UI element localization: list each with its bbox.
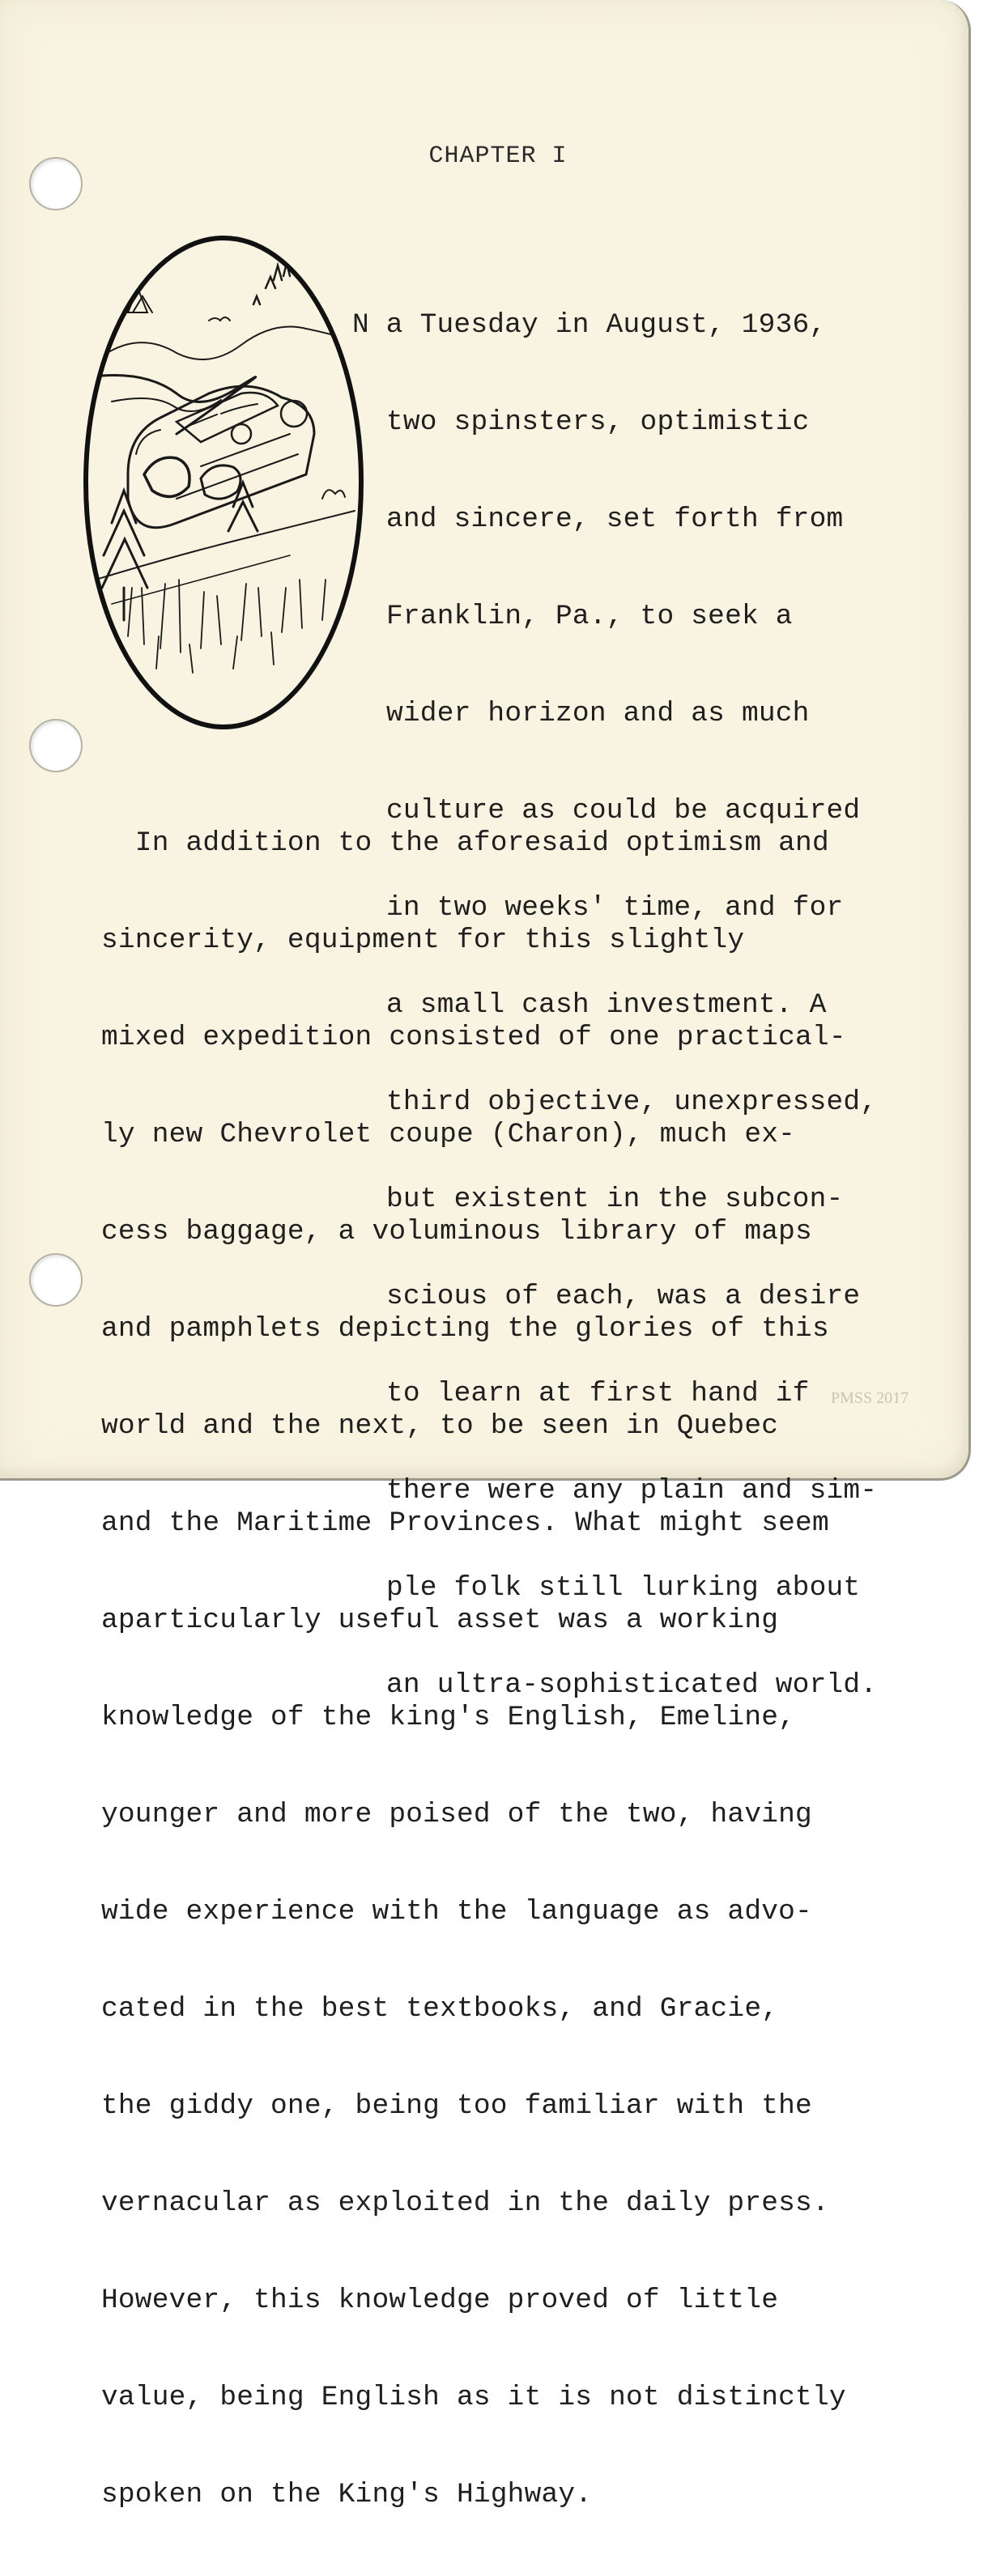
- text-line: younger and more poised of the two, having: [101, 1799, 812, 1830]
- text-line: aparticularly useful asset was a working: [101, 1605, 779, 1636]
- text-line: mixed expedition consisted of one practical-: [101, 1022, 846, 1053]
- chapter-heading: CHAPTER I: [428, 142, 568, 170]
- text-line: However, this knowledge proved of little: [101, 2285, 779, 2316]
- text-line: there were any plain and sim-: [386, 1475, 878, 1507]
- text-line: the giddy one, being too familiar with the: [101, 2090, 812, 2122]
- text-line: third objective, unexpressed,: [386, 1086, 878, 1118]
- text-line: sincerity, equipment for this slightly: [101, 925, 745, 956]
- text-line: spoken on the King's Highway.: [101, 2479, 593, 2510]
- text-line: wider horizon and as much: [386, 698, 810, 729]
- car-on-road-illustration: [79, 232, 368, 733]
- text-line: scious of each, was a desire: [386, 1281, 861, 1312]
- text-line: ly new Chevrolet coupe (Charon), much ex-: [101, 1119, 796, 1150]
- text-line: an ultra-sophisticated world.: [386, 1669, 878, 1701]
- text-line: and sincere, set forth from: [386, 504, 844, 535]
- archive-watermark: PMSS 2017: [831, 1389, 909, 1407]
- text-line: to learn at first hand if: [386, 1378, 810, 1409]
- text-line: In addition to the aforesaid optimism and: [101, 827, 829, 859]
- text-line: world and the next, to be seen in Quebec: [101, 1410, 779, 1442]
- binder-hole-middle: [29, 719, 83, 772]
- text-line: but existent in the subcon-: [386, 1184, 844, 1215]
- text-line: cess baggage, a voluminous library of maps: [101, 1216, 812, 1248]
- text-line: vernacular as exploited in the daily press.: [101, 2187, 829, 2219]
- text-line: ple folk still lurking about: [386, 1572, 861, 1604]
- text-line: culture as could be acquired: [386, 795, 861, 827]
- text-line: wide experience with the language as advo-: [101, 1896, 812, 1928]
- text-line: two spinsters, optimistic: [386, 406, 810, 438]
- text-line: Franklin, Pa., to seek a: [386, 601, 793, 632]
- text-line: and pamphlets depicting the glories of this: [101, 1313, 829, 1345]
- text-line: N a Tuesday in August, 1936,: [352, 309, 827, 341]
- text-line: knowledge of the king's English, Emeline,: [101, 1702, 796, 1733]
- text-line: a small cash investment. A: [386, 989, 827, 1021]
- second-paragraph: [101, 763, 846, 2576]
- text-line: value, being English as it is not distinctly: [101, 2382, 846, 2413]
- text-line: and the Maritime Provinces. What might seem: [101, 1507, 829, 1539]
- text-line: in two weeks' time, and for: [386, 892, 844, 924]
- binder-hole-bottom: [29, 1253, 83, 1307]
- text-line: cated in the best textbooks, and Gracie,: [101, 1993, 779, 2025]
